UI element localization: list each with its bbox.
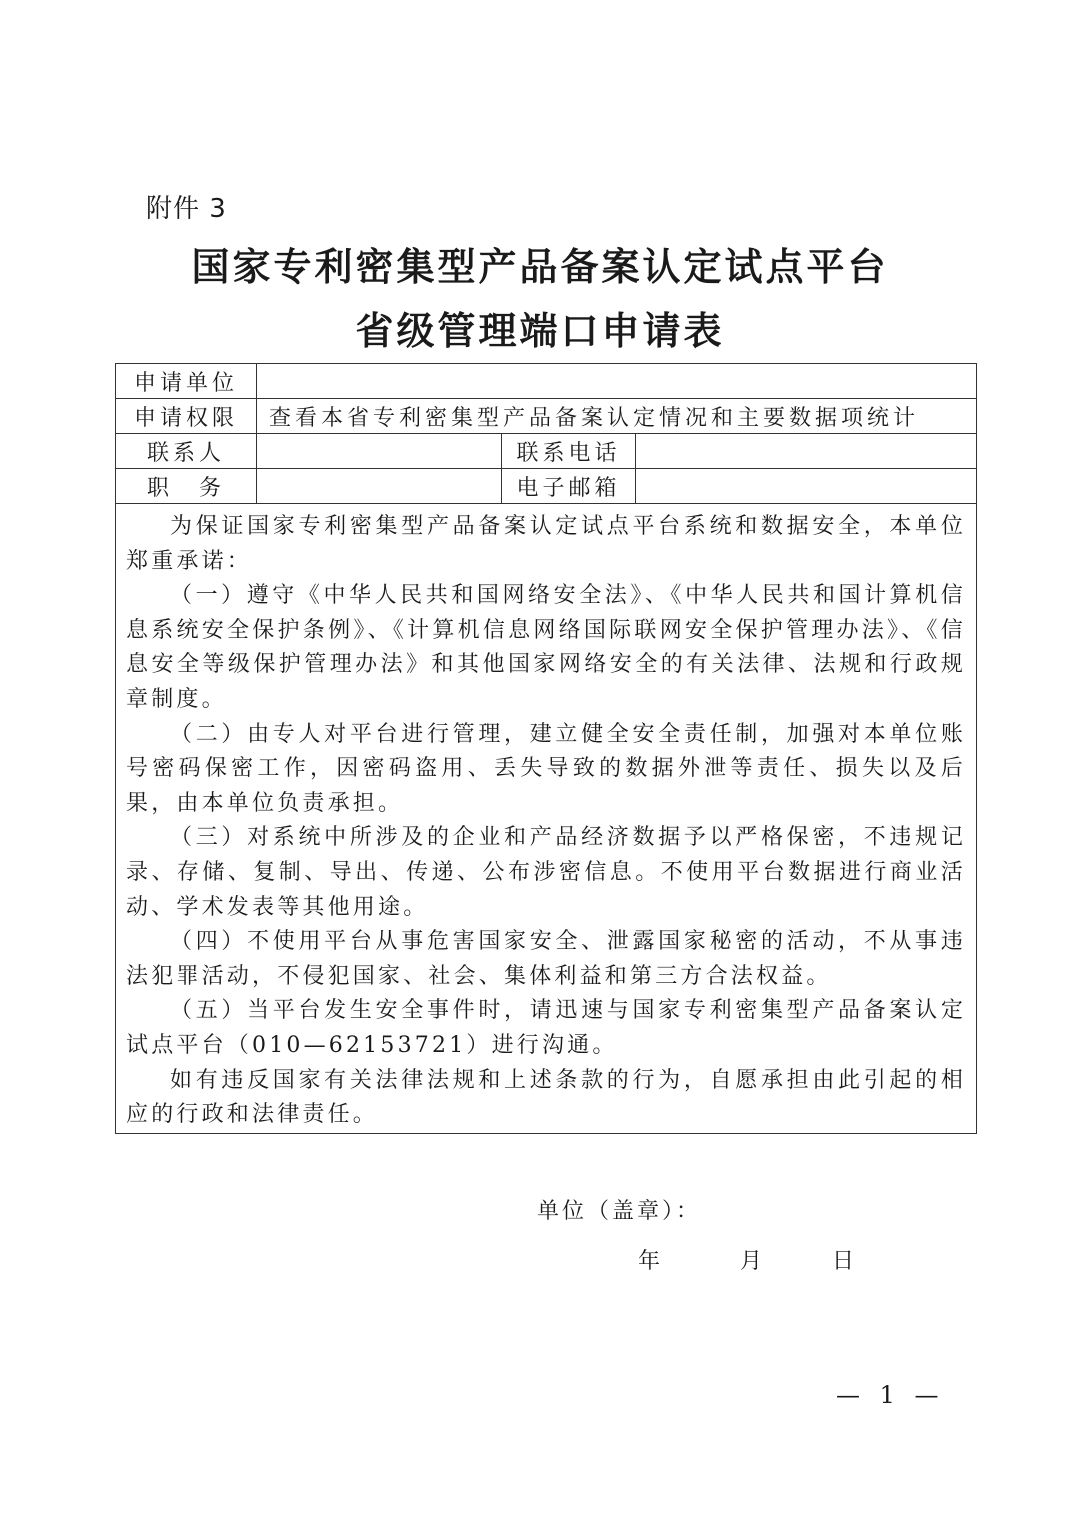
page-title: 国家专利密集型产品备案认定试点平台: [191, 245, 889, 289]
pledge-item-5: （五）当平台发生安全事件时，请迅速与国家专利密集型产品备案认定试点平台（010—62153721）进行沟通。: [126, 998, 967, 1058]
pledge-intro: 为保证国家专利密集型产品备案认定试点平台系统和数据安全，本单位郑重承诺：: [126, 514, 967, 574]
email-label: 电子邮箱: [502, 469, 636, 504]
permission-field[interactable]: 查看本省专利密集型产品备案认定情况和主要数据项统计: [257, 399, 977, 434]
permission-label: 申请权限: [116, 399, 257, 434]
phone-field[interactable]: [636, 434, 977, 469]
pledge-cell: [116, 504, 977, 1274]
position-row: [116, 469, 977, 504]
page-subtitle: 省级管理端口申请表: [355, 309, 725, 353]
position-label: 职 务: [116, 469, 257, 504]
pledge-item-2: （二）由专人对平台进行管理，建立健全安全责任制，加强对本单位账号密码保密工作，因密码盗用、丢失导致的数据外泄等责任、损失以及后果，由本单位负责承担。: [126, 721, 967, 816]
pledge-item-4: （四）不使用平台从事危害国家安全、泄露国家秘密的活动，不从事违法犯罪活动，不侵犯国家、社会、集体利益和第三方合法权益。: [126, 929, 967, 989]
contact-row: [116, 434, 977, 469]
email-field[interactable]: [636, 469, 977, 504]
pledge-row: [116, 504, 977, 1134]
year-label: 年: [638, 1249, 665, 1274]
pledge-closing: 如有违反国家有关法律法规和上述条款的行为，自愿承担由此引起的相应的行政和法律责任。: [126, 1067, 967, 1128]
month-label: 月: [740, 1249, 767, 1274]
application-form: [115, 363, 977, 1274]
permission-row: [116, 399, 977, 434]
day-label: 日: [832, 1249, 859, 1274]
contact-field[interactable]: [257, 434, 502, 469]
contact-label: 联系人: [116, 434, 257, 469]
pledge-text: [116, 504, 976, 1133]
page-number: — 1 —: [836, 1381, 945, 1409]
applicant-field[interactable]: [257, 364, 977, 399]
pledge-item-1: （一）遵守《中华人民共和国网络安全法》、《中华人民共和国计算机信息系统安全保护条例》、《计算机信息网络国际联网安全保护管理办法》、《信息安全等级保护管理办法》和其他国家网络安全的有关法律、法规和行政规章制度。: [126, 583, 967, 712]
attachment-label: 附件 3: [146, 194, 227, 224]
pledge-item-3: （三）对系统中所涉及的企业和产品经济数据予以严格保密，不违规记录、存储、复制、导出、传递、公布涉密信息。不使用平台数据进行商业活动、学术发表等其他用途。: [126, 825, 967, 920]
position-field[interactable]: [257, 469, 502, 504]
applicant-row: [116, 364, 977, 399]
phone-label: 联系电话: [502, 434, 636, 469]
signature-label: 单位（盖章）：: [537, 1199, 702, 1224]
applicant-label: 申请单位: [116, 364, 257, 399]
